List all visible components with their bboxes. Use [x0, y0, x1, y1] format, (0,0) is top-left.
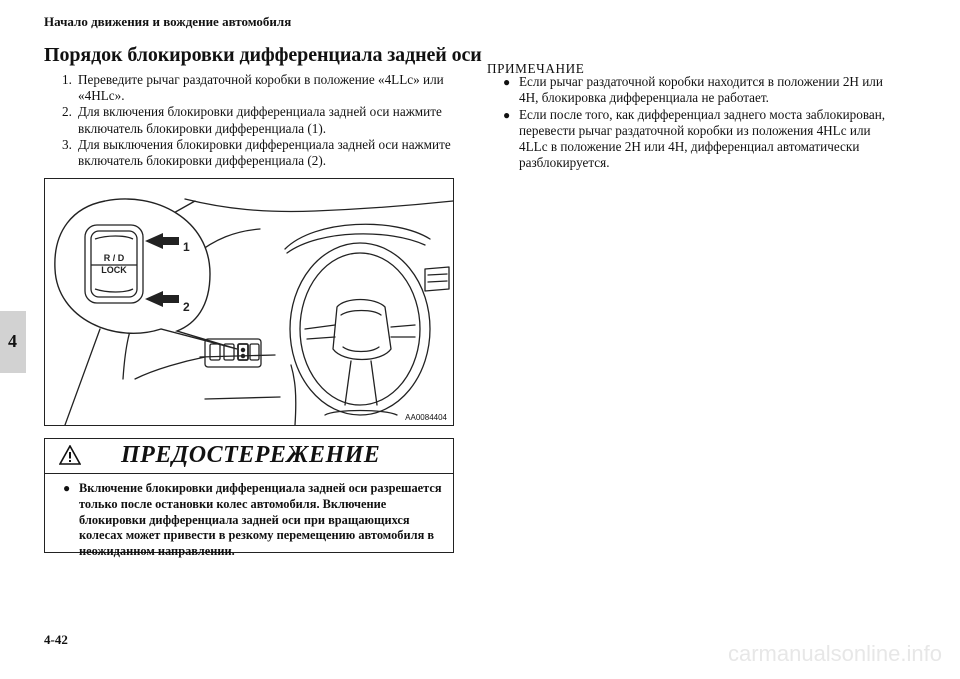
note-title: ПРИМЕЧАНИЕ — [487, 61, 585, 76]
step-item — [62, 137, 462, 169]
step-text: Для включения блокировки дифференциала задней оси нажмите включатель блокировки дифференциала (1). — [78, 104, 442, 136]
section-title: Порядок блокировки дифференциала задней оси — [44, 44, 482, 66]
warning-text: Включение блокировки дифференциала задней оси разрешается только после остановки колес автомобиля. Включение блокировки дифференциала задней оси при вращающихся колесах может привести в резкому перемещению автомобиля в неожиданном направлении. — [79, 481, 442, 559]
running-header: Начало движения и вождение автомобиля — [44, 14, 292, 29]
warning-item — [45, 474, 453, 560]
step-number: 3. — [62, 136, 72, 152]
note-item — [503, 107, 893, 172]
warning-box — [44, 438, 454, 559]
dashboard-illustration — [44, 178, 454, 426]
bullet-icon: ● — [63, 481, 71, 495]
step-item — [62, 72, 462, 104]
step-number: 1. — [62, 72, 72, 87]
callout-number-1: 1 — [183, 240, 190, 254]
figure-id: AA0084404 — [405, 413, 447, 422]
note-text: Если после того, как дифференциал заднего моста заблокирован, перевести рычаг раздаточной коробки из положения 4HLc или 4LLc в положение 2H или 4H, дифференциал автоматически разблокируется. — [519, 106, 886, 171]
switch-label-lock: LOCK — [101, 265, 127, 275]
step-text: Для выключения блокировки дифференциала задней оси нажмите включатель блокировки дифференциала (2). — [78, 136, 451, 169]
steps-list — [62, 72, 462, 169]
step-number: 2. — [62, 104, 72, 120]
section-tab-number: 4 — [8, 331, 17, 351]
note-text: Если рычаг раздаточной коробки находится в положении 2H или 4H, блокировка дифференциала не работает. — [519, 74, 883, 106]
step-item — [62, 104, 462, 136]
dashboard-drawing — [45, 179, 453, 425]
bullet-icon: ● — [503, 107, 511, 122]
warning-triangle-icon — [59, 445, 81, 465]
page-number: 4-42 — [44, 632, 68, 647]
warning-title: ПРЕДОСТЕРЕЖЕНИЕ — [121, 442, 381, 468]
bullet-icon: ● — [503, 75, 511, 89]
step-text: Переведите рычаг раздаточной коробки в положение «4LLc» или «4HLc». — [78, 72, 444, 104]
switch-label-rd: R / D — [103, 253, 125, 263]
warning-header — [45, 439, 453, 474]
section-tab — [0, 311, 26, 373]
watermark: carmanualsonline.info — [727, 641, 942, 666]
note-list — [503, 74, 893, 172]
note-item — [503, 74, 893, 107]
callout-number-2: 2 — [183, 300, 190, 314]
